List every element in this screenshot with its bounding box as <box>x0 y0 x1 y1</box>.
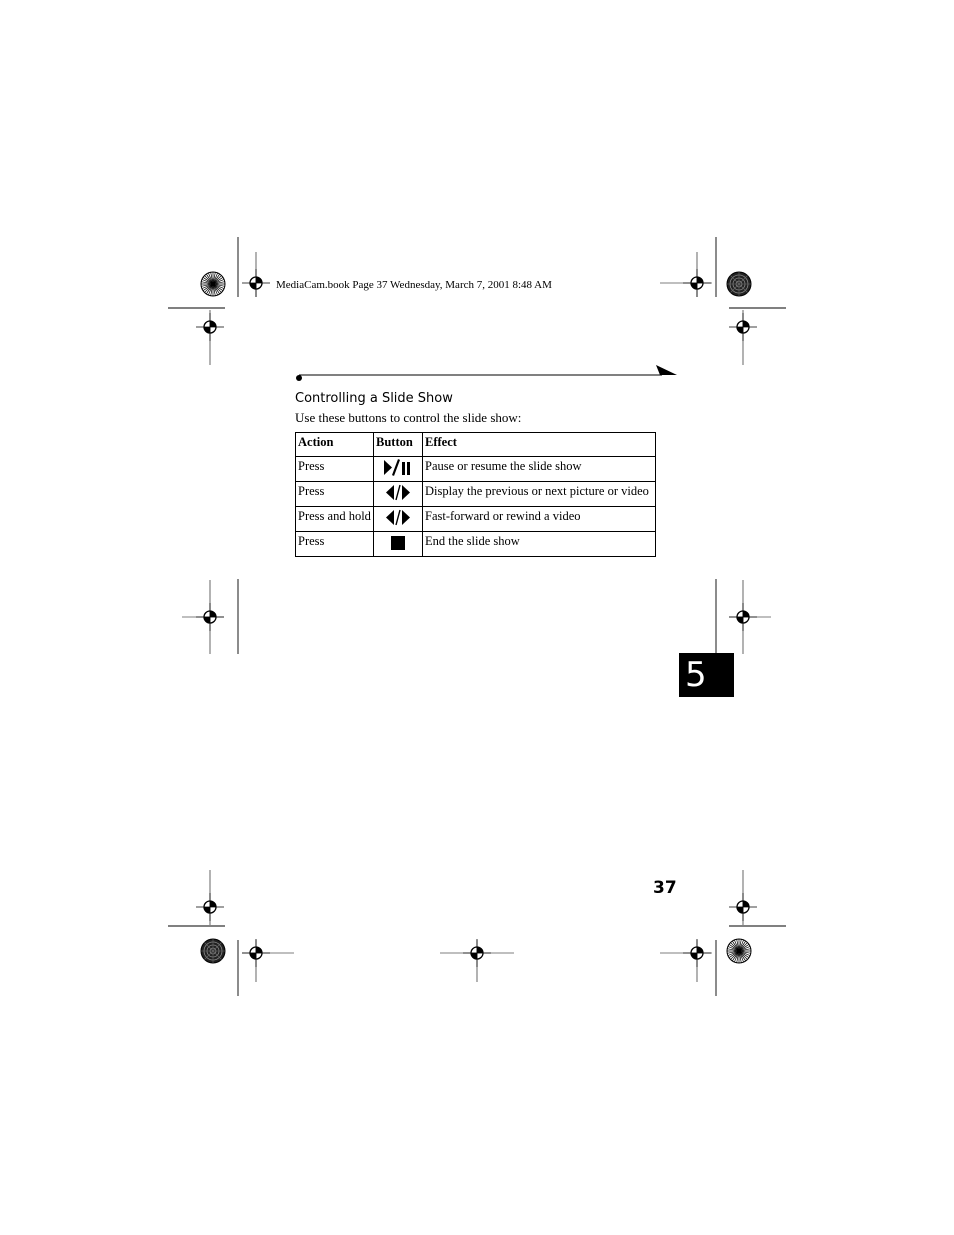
stop-icon <box>390 533 406 551</box>
chapter-tab: 5 <box>679 653 734 697</box>
header-effect: Effect <box>423 433 656 457</box>
table-header-row <box>296 433 656 457</box>
button-cell <box>374 457 423 482</box>
action-cell: Press <box>296 532 374 557</box>
section-title: Controlling a Slide Show <box>295 391 453 406</box>
header-button: Button <box>374 433 423 457</box>
slide-show-controls-table <box>295 432 656 557</box>
table-row <box>296 507 656 532</box>
action-cell: Press <box>296 482 374 507</box>
header-action: Action <box>296 433 374 457</box>
table-row <box>296 457 656 482</box>
effect-cell: Display the previous or next picture or video <box>423 482 656 507</box>
section-intro: Use these buttons to control the slide show: <box>295 410 522 425</box>
button-cell <box>374 532 423 557</box>
print-header-file-info: MediaCam.book Page 37 Wednesday, March 7, 2001 8:48 AM <box>276 279 552 291</box>
action-cell: Press <box>296 457 374 482</box>
button-cell <box>374 482 423 507</box>
button-cell <box>374 507 423 532</box>
effect-cell: Pause or resume the slide show <box>423 457 656 482</box>
action-cell: Press and hold <box>296 507 374 532</box>
table-row <box>296 482 656 507</box>
effect-cell: End the slide show <box>423 532 656 557</box>
table-row <box>296 532 656 557</box>
left-right-arrows-icon <box>385 508 411 527</box>
effect-cell: Fast-forward or rewind a video <box>423 507 656 532</box>
play-pause-icon <box>383 458 413 477</box>
page-number: 37 <box>653 878 677 898</box>
left-right-arrows-icon <box>385 483 411 502</box>
